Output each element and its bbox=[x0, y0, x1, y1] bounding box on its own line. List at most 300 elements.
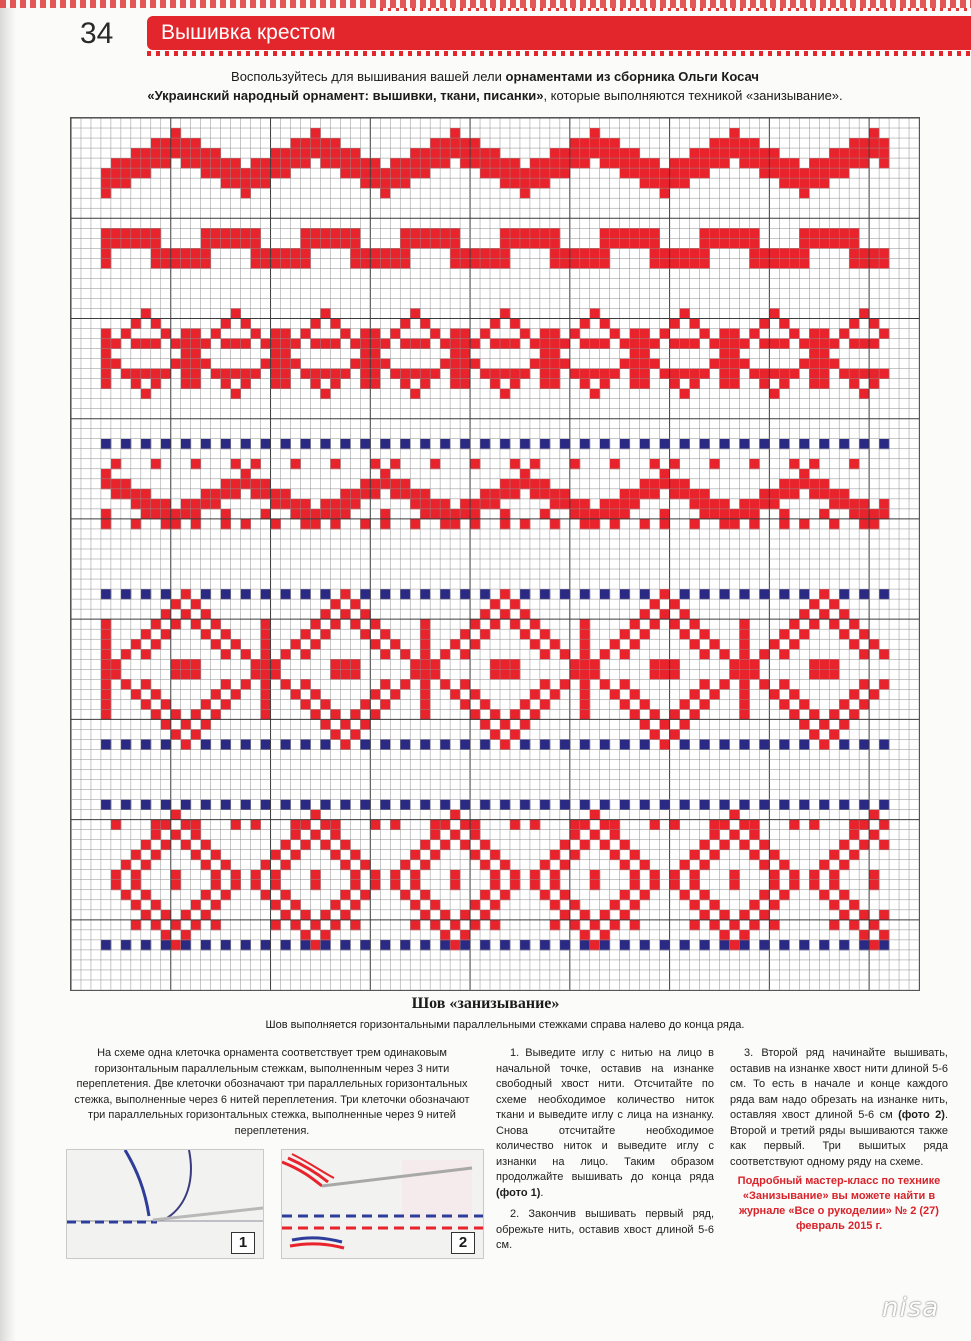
red-stitch-cell bbox=[171, 138, 181, 148]
red-stitch-cell bbox=[131, 369, 141, 379]
red-stitch-cell bbox=[839, 148, 849, 158]
red-stitch-cell bbox=[271, 519, 281, 529]
blue-stitch-cell bbox=[580, 800, 590, 810]
red-stitch-cell bbox=[420, 659, 430, 669]
blue-stitch-cell bbox=[620, 589, 630, 599]
red-stitch-cell bbox=[590, 389, 600, 399]
red-stitch-cell bbox=[111, 820, 121, 830]
red-stitch-cell bbox=[161, 930, 171, 940]
red-stitch-cell bbox=[231, 238, 241, 248]
red-stitch-cell bbox=[700, 509, 710, 519]
red-stitch-cell bbox=[709, 920, 719, 930]
red-stitch-cell bbox=[729, 328, 739, 338]
red-stitch-cell bbox=[839, 238, 849, 248]
red-stitch-cell bbox=[490, 880, 500, 890]
red-stitch-cell bbox=[171, 659, 181, 669]
red-stitch-cell bbox=[410, 850, 420, 860]
red-stitch-cell bbox=[171, 920, 181, 930]
red-stitch-cell bbox=[400, 258, 410, 268]
red-stitch-cell bbox=[380, 359, 390, 369]
red-stitch-cell bbox=[380, 509, 390, 519]
red-stitch-cell bbox=[430, 830, 440, 840]
red-stitch-cell bbox=[540, 479, 550, 489]
red-stitch-cell bbox=[729, 810, 739, 820]
red-stitch-cell bbox=[171, 709, 181, 719]
red-stitch-cell bbox=[809, 709, 819, 719]
red-stitch-cell bbox=[271, 870, 281, 880]
blue-stitch-cell bbox=[680, 940, 690, 950]
blue-stitch-cell bbox=[300, 800, 310, 810]
red-stitch-cell bbox=[430, 328, 440, 338]
red-stitch-cell bbox=[600, 910, 610, 920]
red-stitch-cell bbox=[819, 589, 829, 599]
red-stitch-cell bbox=[470, 509, 480, 519]
red-stitch-cell bbox=[460, 258, 470, 268]
red-stitch-cell bbox=[450, 359, 460, 369]
red-stitch-cell bbox=[171, 258, 181, 268]
red-stitch-cell bbox=[560, 258, 570, 268]
red-stitch-cell bbox=[550, 639, 560, 649]
red-stitch-cell bbox=[729, 920, 739, 930]
red-stitch-cell bbox=[530, 880, 540, 890]
red-stitch-cell bbox=[590, 669, 600, 679]
red-stitch-cell bbox=[380, 699, 390, 709]
step-1-text: 1. Выведите иглу с нитью на лицо в начальной точке, оставив на изнанке свободный хвост нити. Отсчитайте по схеме необходимое количество ниток ткани и выведите иглу с лица на изнанку. Снова отсчитайте необходимое количество ниток и выведите иглу с изнанки на лицо. Таким образом продолжайте вышивать до конца ряда bbox=[496, 1047, 714, 1183]
red-stitch-cell bbox=[719, 509, 729, 519]
red-stitch-cell bbox=[440, 840, 450, 850]
red-stitch-cell bbox=[410, 168, 420, 178]
red-stitch-cell bbox=[500, 158, 510, 168]
red-stitch-cell bbox=[759, 339, 769, 349]
red-stitch-cell bbox=[590, 870, 600, 880]
red-stitch-cell bbox=[729, 509, 739, 519]
red-stitch-cell bbox=[590, 519, 600, 529]
red-stitch-cell bbox=[231, 479, 241, 489]
red-stitch-cell bbox=[420, 639, 430, 649]
red-stitch-cell bbox=[261, 629, 271, 639]
red-stitch-cell bbox=[610, 639, 620, 649]
red-stitch-cell bbox=[670, 178, 680, 188]
red-stitch-cell bbox=[370, 328, 380, 338]
red-stitch-cell bbox=[191, 850, 201, 860]
red-stitch-cell bbox=[101, 619, 111, 629]
red-stitch-cell bbox=[340, 168, 350, 178]
red-stitch-cell bbox=[819, 369, 829, 379]
red-stitch-cell bbox=[640, 168, 650, 178]
red-stitch-cell bbox=[879, 840, 889, 850]
red-stitch-cell bbox=[400, 679, 410, 689]
red-stitch-cell bbox=[161, 519, 171, 529]
red-stitch-cell bbox=[420, 699, 430, 709]
red-stitch-cell bbox=[849, 509, 859, 519]
blue-stitch-cell bbox=[161, 800, 171, 810]
red-stitch-cell bbox=[460, 679, 470, 689]
red-stitch-cell bbox=[151, 238, 161, 248]
red-stitch-cell bbox=[420, 910, 430, 920]
red-stitch-cell bbox=[251, 880, 261, 890]
red-stitch-cell bbox=[729, 379, 739, 389]
red-stitch-cell bbox=[460, 369, 470, 379]
red-stitch-cell bbox=[789, 248, 799, 258]
red-stitch-cell bbox=[281, 649, 291, 659]
red-stitch-cell bbox=[221, 890, 231, 900]
red-stitch-cell bbox=[610, 689, 620, 699]
red-stitch-cell bbox=[350, 659, 360, 669]
cell-legend-paragraph: На схеме одна клеточка орнамента соответствует трем одинаковым горизонтальным параллельным стежкам, выполненным через 3 нити переплетения. Две клеточки обозначают три параллельных горизонтальных стежка, выполненные через 6 нитей переплетения. Три клеточки обозначают три параллельных горизонтальных стежка, выполненные через 9 нитей переплетения. bbox=[74, 1047, 470, 1137]
blue-stitch-cell bbox=[420, 439, 430, 449]
red-stitch-cell bbox=[151, 850, 161, 860]
red-stitch-cell bbox=[879, 649, 889, 659]
red-stitch-cell bbox=[101, 639, 111, 649]
red-stitch-cell bbox=[141, 840, 151, 850]
red-stitch-cell bbox=[101, 339, 111, 349]
red-stitch-cell bbox=[310, 880, 320, 890]
red-stitch-cell bbox=[739, 709, 749, 719]
red-stitch-cell bbox=[550, 168, 560, 178]
red-stitch-cell bbox=[141, 910, 151, 920]
red-stitch-cell bbox=[660, 669, 670, 679]
red-stitch-cell bbox=[121, 369, 131, 379]
red-stitch-cell bbox=[700, 890, 710, 900]
red-stitch-cell bbox=[520, 178, 530, 188]
red-stitch-cell bbox=[670, 489, 680, 499]
red-stitch-cell bbox=[420, 168, 430, 178]
red-stitch-cell bbox=[271, 339, 281, 349]
red-stitch-cell bbox=[470, 258, 480, 268]
red-stitch-cell bbox=[400, 178, 410, 188]
red-stitch-cell bbox=[121, 168, 131, 178]
red-stitch-cell bbox=[360, 158, 370, 168]
red-stitch-cell bbox=[141, 489, 151, 499]
red-stitch-cell bbox=[749, 669, 759, 679]
red-stitch-cell bbox=[410, 900, 420, 910]
red-stitch-cell bbox=[380, 168, 390, 178]
red-stitch-cell bbox=[440, 509, 450, 519]
red-stitch-cell bbox=[101, 328, 111, 338]
red-stitch-cell bbox=[131, 880, 141, 890]
red-stitch-cell bbox=[650, 258, 660, 268]
blue-stitch-cell bbox=[819, 940, 829, 950]
red-stitch-cell bbox=[719, 910, 729, 920]
red-stitch-cell bbox=[580, 840, 590, 850]
red-stitch-cell bbox=[480, 328, 490, 338]
red-stitch-cell bbox=[310, 339, 320, 349]
red-stitch-cell bbox=[879, 679, 889, 689]
blue-stitch-cell bbox=[540, 800, 550, 810]
red-stitch-cell bbox=[580, 339, 590, 349]
red-stitch-cell bbox=[161, 719, 171, 729]
red-stitch-cell bbox=[869, 258, 879, 268]
red-stitch-cell bbox=[869, 509, 879, 519]
red-stitch-cell bbox=[510, 820, 520, 830]
red-stitch-cell bbox=[739, 649, 749, 659]
red-stitch-cell bbox=[460, 339, 470, 349]
red-stitch-cell bbox=[221, 479, 231, 489]
red-stitch-cell bbox=[500, 308, 510, 318]
red-stitch-cell bbox=[530, 639, 540, 649]
red-stitch-cell bbox=[450, 258, 460, 268]
red-stitch-cell bbox=[640, 719, 650, 729]
blue-stitch-cell bbox=[520, 439, 530, 449]
red-stitch-cell bbox=[470, 359, 480, 369]
red-stitch-cell bbox=[490, 369, 500, 379]
red-stitch-cell bbox=[719, 840, 729, 850]
red-stitch-cell bbox=[500, 519, 510, 529]
red-stitch-cell bbox=[879, 930, 889, 940]
blue-stitch-cell bbox=[839, 739, 849, 749]
red-stitch-cell bbox=[191, 158, 201, 168]
red-stitch-cell bbox=[181, 840, 191, 850]
red-stitch-cell bbox=[570, 459, 580, 469]
red-stitch-cell bbox=[809, 238, 819, 248]
red-stitch-cell bbox=[181, 719, 191, 729]
red-stitch-cell bbox=[819, 659, 829, 669]
blue-stitch-cell bbox=[320, 940, 330, 950]
red-stitch-cell bbox=[709, 850, 719, 860]
red-stitch-cell bbox=[310, 509, 320, 519]
red-stitch-cell bbox=[550, 920, 560, 930]
red-stitch-cell bbox=[281, 840, 291, 850]
red-stitch-cell bbox=[550, 228, 560, 238]
red-stitch-cell bbox=[171, 509, 181, 519]
red-stitch-cell bbox=[580, 669, 590, 679]
red-stitch-cell bbox=[660, 719, 670, 729]
red-stitch-cell bbox=[201, 158, 211, 168]
red-stitch-cell bbox=[779, 339, 789, 349]
red-stitch-cell bbox=[759, 258, 769, 268]
red-stitch-cell bbox=[550, 870, 560, 880]
blue-stitch-cell bbox=[440, 589, 450, 599]
blue-stitch-cell bbox=[540, 739, 550, 749]
red-stitch-cell bbox=[290, 900, 300, 910]
red-stitch-cell bbox=[590, 258, 600, 268]
red-stitch-cell bbox=[101, 359, 111, 369]
red-stitch-cell bbox=[251, 238, 261, 248]
red-stitch-cell bbox=[340, 509, 350, 519]
red-stitch-cell bbox=[540, 379, 550, 389]
red-stitch-cell bbox=[410, 339, 420, 349]
red-stitch-cell bbox=[739, 339, 749, 349]
red-stitch-cell bbox=[769, 499, 779, 509]
red-stitch-cell bbox=[700, 248, 710, 258]
red-stitch-cell bbox=[300, 930, 310, 940]
red-stitch-cell bbox=[590, 369, 600, 379]
red-stitch-cell bbox=[350, 920, 360, 930]
red-stitch-cell bbox=[660, 369, 670, 379]
red-stitch-cell bbox=[650, 599, 660, 609]
red-stitch-cell bbox=[271, 148, 281, 158]
red-stitch-cell bbox=[211, 619, 221, 629]
red-stitch-cell bbox=[191, 258, 201, 268]
red-stitch-cell bbox=[460, 820, 470, 830]
red-stitch-cell bbox=[320, 930, 330, 940]
red-stitch-cell bbox=[849, 639, 859, 649]
red-stitch-cell bbox=[261, 359, 271, 369]
red-stitch-cell bbox=[570, 900, 580, 910]
red-stitch-cell bbox=[739, 228, 749, 238]
red-stitch-cell bbox=[779, 679, 789, 689]
red-stitch-cell bbox=[869, 339, 879, 349]
red-stitch-cell bbox=[739, 910, 749, 920]
red-stitch-cell bbox=[211, 920, 221, 930]
red-stitch-cell bbox=[290, 689, 300, 699]
red-stitch-cell bbox=[221, 318, 231, 328]
red-stitch-cell bbox=[670, 339, 680, 349]
red-stitch-cell bbox=[470, 639, 480, 649]
blue-stitch-cell bbox=[839, 800, 849, 810]
red-stitch-cell bbox=[121, 860, 131, 870]
blue-stitch-cell bbox=[759, 739, 769, 749]
red-stitch-cell bbox=[829, 148, 839, 158]
red-stitch-cell bbox=[869, 519, 879, 529]
blue-stitch-cell bbox=[340, 800, 350, 810]
blue-stitch-cell bbox=[759, 439, 769, 449]
red-stitch-cell bbox=[271, 920, 281, 930]
red-stitch-cell bbox=[161, 148, 171, 158]
red-stitch-cell bbox=[161, 910, 171, 920]
red-stitch-cell bbox=[700, 840, 710, 850]
red-stitch-cell bbox=[151, 689, 161, 699]
red-stitch-cell bbox=[350, 599, 360, 609]
red-stitch-cell bbox=[640, 178, 650, 188]
red-stitch-cell bbox=[849, 238, 859, 248]
red-stitch-cell bbox=[241, 649, 251, 659]
red-stitch-cell bbox=[251, 178, 261, 188]
red-stitch-cell bbox=[600, 679, 610, 689]
red-stitch-cell bbox=[241, 379, 251, 389]
red-stitch-cell bbox=[630, 369, 640, 379]
red-stitch-cell bbox=[749, 659, 759, 669]
red-stitch-cell bbox=[400, 318, 410, 328]
red-stitch-cell bbox=[340, 238, 350, 248]
red-stitch-cell bbox=[390, 168, 400, 178]
red-stitch-cell bbox=[729, 830, 739, 840]
red-stitch-cell bbox=[131, 870, 141, 880]
blue-stitch-cell bbox=[859, 439, 869, 449]
red-stitch-cell bbox=[680, 178, 690, 188]
red-stitch-cell bbox=[161, 499, 171, 509]
red-stitch-cell bbox=[630, 349, 640, 359]
red-stitch-cell bbox=[869, 689, 879, 699]
red-stitch-cell bbox=[430, 148, 440, 158]
red-stitch-cell bbox=[271, 379, 281, 389]
red-stitch-cell bbox=[660, 479, 670, 489]
red-stitch-cell bbox=[460, 148, 470, 158]
red-stitch-cell bbox=[320, 629, 330, 639]
red-stitch-cell bbox=[580, 499, 590, 509]
red-stitch-cell bbox=[261, 709, 271, 719]
blue-stitch-cell bbox=[700, 940, 710, 950]
blue-stitch-cell bbox=[879, 439, 889, 449]
red-stitch-cell bbox=[231, 168, 241, 178]
red-stitch-cell bbox=[700, 228, 710, 238]
red-stitch-cell bbox=[251, 659, 261, 669]
red-stitch-cell bbox=[630, 499, 640, 509]
red-stitch-cell bbox=[859, 369, 869, 379]
red-stitch-cell bbox=[171, 339, 181, 349]
red-stitch-cell bbox=[181, 248, 191, 258]
red-stitch-cell bbox=[310, 810, 320, 820]
red-stitch-cell bbox=[440, 359, 450, 369]
red-stitch-cell bbox=[151, 639, 161, 649]
red-stitch-cell bbox=[670, 880, 680, 890]
red-stitch-cell bbox=[520, 238, 530, 248]
blue-stitch-cell bbox=[600, 800, 610, 810]
red-stitch-cell bbox=[729, 138, 739, 148]
blue-stitch-cell bbox=[121, 589, 131, 599]
red-stitch-cell bbox=[600, 138, 610, 148]
red-stitch-cell bbox=[500, 659, 510, 669]
red-stitch-cell bbox=[670, 709, 680, 719]
red-stitch-cell bbox=[540, 349, 550, 359]
red-stitch-cell bbox=[610, 369, 620, 379]
red-stitch-cell bbox=[550, 248, 560, 258]
blue-stitch-cell bbox=[520, 589, 530, 599]
red-stitch-cell bbox=[759, 890, 769, 900]
red-stitch-cell bbox=[201, 248, 211, 258]
red-stitch-cell bbox=[580, 369, 590, 379]
top-lace-border bbox=[0, 0, 971, 8]
red-stitch-cell bbox=[221, 369, 231, 379]
red-stitch-cell bbox=[350, 148, 360, 158]
red-stitch-cell bbox=[271, 248, 281, 258]
blue-stitch-cell bbox=[121, 739, 131, 749]
red-stitch-cell bbox=[630, 158, 640, 168]
red-stitch-cell bbox=[430, 228, 440, 238]
red-stitch-cell bbox=[350, 248, 360, 258]
red-stitch-cell bbox=[779, 489, 789, 499]
red-stitch-cell bbox=[709, 459, 719, 469]
red-stitch-cell bbox=[111, 178, 121, 188]
red-stitch-cell bbox=[520, 479, 530, 489]
red-stitch-cell bbox=[350, 359, 360, 369]
blue-stitch-cell bbox=[300, 739, 310, 749]
red-stitch-cell bbox=[680, 369, 690, 379]
red-stitch-cell bbox=[380, 248, 390, 258]
red-stitch-cell bbox=[610, 900, 620, 910]
red-stitch-cell bbox=[191, 138, 201, 148]
blue-stitch-cell bbox=[261, 739, 271, 749]
red-stitch-cell bbox=[161, 609, 171, 619]
blue-stitch-cell bbox=[161, 739, 171, 749]
red-stitch-cell bbox=[550, 880, 560, 890]
red-stitch-cell bbox=[590, 138, 600, 148]
red-stitch-cell bbox=[480, 148, 490, 158]
red-stitch-cell bbox=[630, 689, 640, 699]
red-stitch-cell bbox=[600, 499, 610, 509]
red-stitch-cell bbox=[809, 459, 819, 469]
red-stitch-cell bbox=[330, 659, 340, 669]
red-stitch-cell bbox=[650, 820, 660, 830]
blue-stitch-cell bbox=[300, 589, 310, 599]
blue-stitch-cell bbox=[360, 800, 370, 810]
red-stitch-cell bbox=[879, 328, 889, 338]
red-stitch-cell bbox=[340, 328, 350, 338]
red-stitch-cell bbox=[739, 359, 749, 369]
red-stitch-cell bbox=[221, 679, 231, 689]
red-stitch-cell bbox=[700, 499, 710, 509]
red-stitch-cell bbox=[670, 459, 680, 469]
blue-stitch-cell bbox=[540, 940, 550, 950]
red-stitch-cell bbox=[211, 238, 221, 248]
red-stitch-cell bbox=[281, 339, 291, 349]
red-stitch-cell bbox=[231, 820, 241, 830]
red-stitch-cell bbox=[500, 339, 510, 349]
red-stitch-cell bbox=[859, 499, 869, 509]
red-stitch-cell bbox=[400, 489, 410, 499]
red-stitch-cell bbox=[809, 729, 819, 739]
red-stitch-cell bbox=[739, 148, 749, 158]
